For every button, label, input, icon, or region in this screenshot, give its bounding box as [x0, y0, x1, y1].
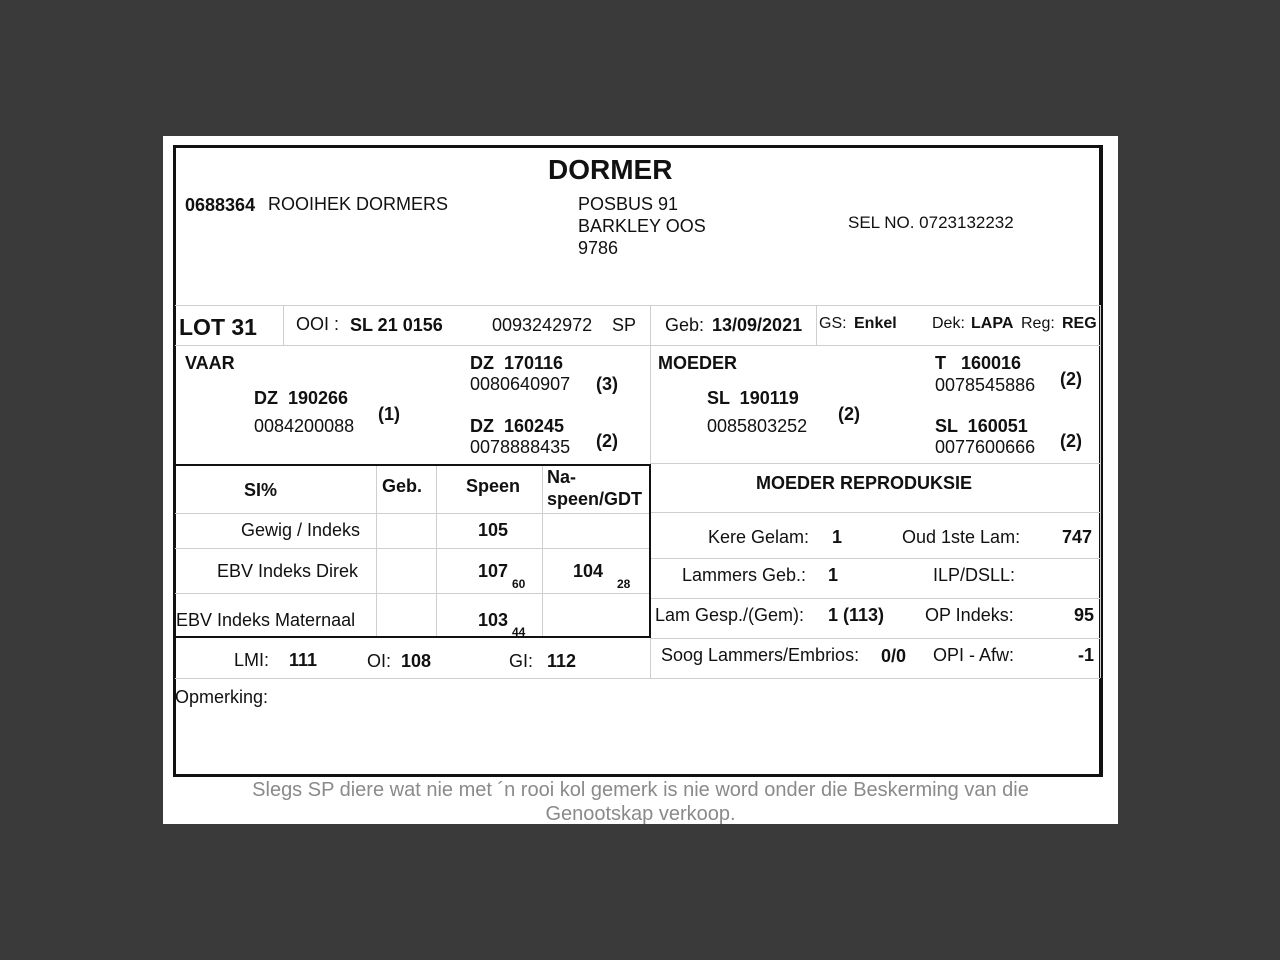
gi-value: 112 — [547, 651, 577, 671]
footer-note: Genootskap verkoop. — [545, 803, 736, 825]
breeder-number: 0688364 — [185, 195, 256, 215]
card-frame — [173, 145, 1103, 777]
divider — [816, 305, 817, 345]
row-label: Gewig / Indeks — [241, 520, 361, 540]
dam-rank: (2) — [838, 404, 860, 424]
address-postcode: 9786 — [578, 238, 619, 258]
divider — [650, 558, 1100, 559]
dek-label: Dek: — [932, 315, 965, 332]
dam-sire-code: T 160016 — [935, 353, 1022, 373]
gs-value: Enkel — [854, 315, 897, 332]
reproduction-title: MOEDER REPRODUKSIE — [756, 473, 973, 493]
oi-value: 108 — [401, 651, 432, 671]
gi-label: GI: — [509, 651, 534, 671]
lmi-label: LMI: — [234, 650, 270, 670]
row-label: EBV Indeks Direk — [217, 561, 359, 581]
sire-number: 0084200088 — [254, 416, 355, 436]
kere-label: Kere Gelam: — [708, 527, 810, 547]
naspeen-header: Na- speen/GDT — [547, 467, 643, 509]
divider — [175, 593, 650, 594]
lamgesp-value: 1 (113) — [828, 605, 885, 625]
dam-dam-number: 0077600666 — [935, 437, 1036, 457]
dek-value: LAPA — [971, 315, 1014, 332]
naspeen-count: 28 — [617, 577, 631, 591]
address-line: POSBUS 91 — [578, 194, 679, 214]
soog-label: Soog Lammers/Embrios: — [661, 645, 860, 665]
naspeen-value: 104 — [573, 561, 604, 581]
footer-note: Slegs SP diere wat nie met ´n rooi kol gemerk is nie word onder die Beskerming van die — [252, 779, 1029, 801]
sire-sire-number: 0080640907 — [470, 374, 571, 394]
dam-heading: MOEDER — [658, 353, 738, 373]
geb-header: Geb. — [382, 476, 423, 496]
breed-title: DORMER — [548, 154, 673, 185]
divider — [175, 345, 1100, 346]
si-header: SI% — [244, 480, 278, 500]
soog-value: 0/0 — [881, 646, 907, 666]
dam-dam-code: SL 160051 — [935, 416, 1028, 436]
speen-value: 105 — [478, 520, 509, 540]
speen-count: 44 — [512, 625, 526, 639]
row-label: EBV Indeks Maternaal — [176, 610, 356, 630]
opi-value: -1 — [1078, 645, 1095, 665]
speen-count: 60 — [512, 577, 526, 591]
divider — [175, 305, 1100, 306]
oi-label: OI: — [367, 651, 392, 671]
sire-dam-code: DZ 160245 — [470, 416, 565, 436]
sire-sire-code: DZ 170116 — [470, 353, 564, 373]
si-table-border — [649, 464, 651, 638]
speen-header: Speen — [466, 476, 521, 496]
lmi-value: 111 — [289, 650, 318, 670]
sire-rank: (1) — [378, 404, 400, 424]
sp-marker: SP — [612, 315, 637, 335]
divider — [650, 598, 1100, 599]
kere-value: 1 — [832, 527, 843, 547]
speen-value: 103 — [478, 610, 509, 630]
lot-number: LOT 31 — [179, 314, 257, 340]
ooi-label: OOI : — [296, 314, 340, 334]
divider — [376, 465, 377, 637]
divider — [650, 512, 1100, 513]
reg-label: Reg: — [1021, 315, 1055, 332]
dam-dam-rank: (2) — [1060, 431, 1082, 451]
remarks-label: Opmerking: — [175, 687, 269, 707]
birth-label: Geb: — [665, 315, 705, 335]
sire-heading: VAAR — [185, 353, 235, 373]
si-table-border — [174, 636, 651, 638]
divider — [175, 513, 650, 514]
dam-code: SL 190119 — [707, 388, 799, 408]
sire-dam-number: 0078888435 — [470, 437, 571, 457]
sire-code: DZ 190266 — [254, 388, 349, 408]
address-line: BARKLEY OOS — [578, 216, 706, 236]
op-label: OP Indeks: — [925, 605, 1014, 625]
dam-sire-rank: (2) — [1060, 369, 1082, 389]
ilp-label: ILP/DSLL: — [933, 565, 1016, 585]
dam-sire-number: 0078545886 — [935, 375, 1036, 395]
lamgesp-label: Lam Gesp./(Gem): — [655, 605, 805, 625]
oud-label: Oud 1ste Lam: — [902, 527, 1021, 547]
lammers-label: Lammers Geb.: — [682, 565, 807, 585]
divider — [542, 465, 543, 637]
lammers-value: 1 — [828, 565, 839, 585]
divider — [283, 305, 284, 345]
phone-number: SEL NO. 0723132232 — [848, 213, 1014, 232]
id-number: 0093242972 — [492, 315, 593, 335]
sire-dam-rank: (2) — [596, 431, 618, 451]
divider — [175, 548, 650, 549]
divider — [175, 678, 1100, 679]
op-value: 95 — [1074, 605, 1095, 625]
oud-value: 747 — [1062, 527, 1093, 547]
divider — [650, 638, 1100, 639]
reg-value: REG — [1062, 315, 1097, 332]
opi-label: OPI - Afw: — [933, 645, 1015, 665]
ooi-value: SL 21 0156 — [350, 315, 443, 335]
speen-value: 107 — [478, 561, 509, 581]
breeder-name: ROOIHEK DORMERS — [268, 194, 449, 214]
sire-sire-rank: (3) — [596, 374, 618, 394]
dam-number: 0085803252 — [707, 416, 808, 436]
divider — [650, 463, 1100, 464]
birth-date: 13/09/2021 — [712, 315, 803, 335]
divider — [436, 465, 437, 637]
gs-label: GS: — [819, 315, 847, 332]
divider — [1100, 305, 1101, 678]
